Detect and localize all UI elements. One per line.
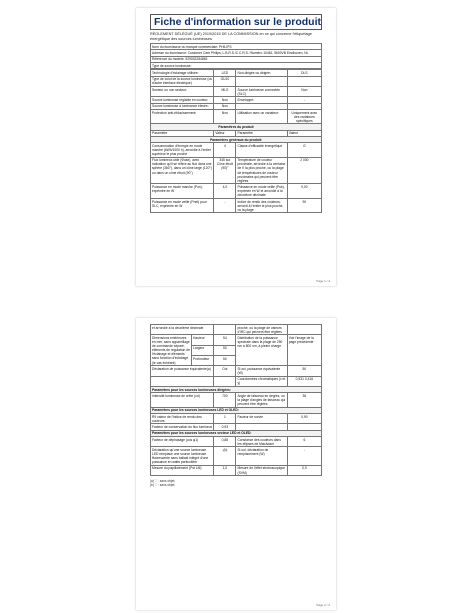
- parameter-value: -: [287, 447, 321, 466]
- parameter-label: Utilisation avec un variateur:: [236, 109, 287, 123]
- table-row: [151, 198, 322, 212]
- parameter-value: 0,93: [214, 424, 236, 430]
- dimension-value: 54: [214, 335, 236, 345]
- parameter-label: Indice de rendu des couleurs, arrondi à l'entier le plus proche, ou la plage: [236, 198, 287, 212]
- column-header: Paramètre: [236, 130, 287, 136]
- parameter-value: 0,00: [287, 184, 321, 198]
- parameter-value: 6: [287, 436, 321, 446]
- parameter-value: 4: [214, 143, 236, 157]
- document-page-2: [136, 318, 336, 610]
- page-number: Page 2 / 2: [316, 603, 330, 607]
- column-header: Valeur: [287, 130, 321, 136]
- table-row: [151, 325, 322, 335]
- table-row: [151, 366, 322, 376]
- supplier-info-table: [150, 43, 322, 69]
- footnote: (a) '-' : sans objet;: [150, 479, 176, 484]
- parameter-label: Facteur de survie: [236, 414, 287, 424]
- dimension-value: 50: [214, 345, 236, 355]
- parameter-value: G: [287, 143, 321, 157]
- dimensions-label: Dimensions extérieures en mm, sans appareillage de commande séparé, éléments de régulation de l'éclairage et éléments sans fonction d'éclairage (le cas échéant): [152, 335, 190, 365]
- general-parameters-header: Paramètres généraux du produit:: [151, 136, 322, 142]
- table-row: [151, 143, 322, 157]
- parameter-value: Non: [214, 109, 236, 123]
- parameter-label: Protection anti-éblouissement:: [151, 109, 214, 123]
- mains-led-parameters-header: Paramètres pour les sources lumineuses secteur LED et OLED:: [151, 430, 322, 436]
- dimension-name: Hauteur: [192, 335, 214, 345]
- parameters-table-continued: [150, 324, 322, 476]
- regulation-reference: RÈGLEMENT DÉLÉGUÉ (UE) 2019/2015 DE LA COMMISSION en ce qui concerne l'étiquetage énergétique des sources lumineuses: [150, 32, 312, 41]
- parameter-label: [151, 376, 214, 386]
- parameter-label: Source lumineuse à luminance élevée:: [151, 103, 214, 109]
- parameter-label: Angle de faisceau en degrés, ou la plage d'angles de faisceau qui peuvent être réglées: [236, 393, 287, 407]
- parameter-label: Si oui, déclaration de remplacement (W): [236, 447, 287, 466]
- parameter-label: Mesure du papillotement (Pst LM): [151, 465, 214, 475]
- column-header: Valeur: [214, 130, 236, 136]
- parameter-value: -(b): [214, 447, 236, 466]
- parameter-value: MLS: [214, 86, 236, 96]
- table-row: [151, 447, 322, 466]
- parameter-value: 2 000: [287, 157, 321, 184]
- parameter-label: Enveloppe:: [236, 97, 287, 103]
- document-page-1: [136, 8, 336, 286]
- parameter-label: Température de couleur proximale, arrondie à la centaine de K la plus proche, ou la plage de températures de couleur proximales qui peuvent être réglées: [237, 158, 286, 183]
- parameter-value: LED: [214, 70, 236, 76]
- parameter-label: Mesure de l'effet stroboscopique (SVM): [236, 465, 287, 475]
- document-title: Fiche d'information sur le produit: [150, 14, 322, 30]
- dimension-name: Profondeur: [192, 355, 214, 365]
- parameter-value: [214, 325, 236, 335]
- parameter-label: R9 valeur de l'indice de rendu des couleurs: [151, 414, 214, 424]
- parameter-value: [287, 76, 321, 86]
- parameter-label: Consommation d'énergie en mode marche (kWh/1000 h), arrondie à l'entier supérieur le plus proche: [151, 143, 214, 157]
- parameter-value: 36: [287, 393, 321, 407]
- table-row: [151, 436, 322, 446]
- parameter-label: Type de culot de la source lumineuse (ou d'autre interface électrique): [152, 77, 213, 86]
- parameter-label: Puissance en mode veille (Pnet) pour SLC, exprimée en W: [151, 198, 214, 212]
- footnote: (b) '-' : sans objet;: [150, 483, 176, 488]
- parameter-label: et arrondie à la deuxième décimale: [151, 325, 214, 335]
- parameter-label: Secteur ou non secteur:: [151, 86, 214, 96]
- parameter-label: Source lumineuse réglable en couleur:: [151, 97, 214, 103]
- supplier-name: Nom du fournisseur ou marque commerciale: PHILIPS: [151, 44, 322, 50]
- supplier-address: Adresse du fournisseur: Customer Care Philips, L.B.R.S./C.C.R.S. /Numéro 10461, 5600VB Eindhoven, NL: [151, 50, 322, 56]
- parameter-value: [214, 376, 236, 386]
- table-row: [151, 76, 322, 86]
- parameter-value: 0,9: [287, 465, 321, 475]
- parameter-label: Coordonnées chromatiques (x et y): [237, 377, 286, 386]
- parameter-label: Déclaration de puissance équivalente(a): [151, 366, 214, 376]
- spectral-distribution-value: Voir l'image de la page précédente: [287, 335, 321, 366]
- parameter-value: Non: [214, 97, 236, 103]
- parameter-label: Déclaration qu'une source lumineuse LED remplace une source lumineuse fluorescente sans ballast intégré d'une puissance en watts particulière: [151, 447, 214, 466]
- parameter-label: Non-dirigée ou dirigée:: [236, 70, 287, 76]
- product-parameters-header: Paramètres du produit: [151, 124, 322, 130]
- parameter-label: Intensité lumineuse de crête (cd): [151, 393, 214, 407]
- parameter-value: 345 sur Cône étroit (90)°: [214, 157, 236, 184]
- table-row: [151, 184, 322, 198]
- parameter-label: Constance des couleurs dans les ellipses de MacAdam: [236, 436, 287, 446]
- parameter-value: 0,531 0,416: [287, 376, 321, 386]
- parameter-label: Puissance en mode marche (Pon), exprimée en W: [151, 184, 214, 198]
- parameter-value: -: [214, 198, 236, 212]
- parameter-value: 4,0: [214, 184, 236, 198]
- parameter-value: 0,88: [214, 436, 236, 446]
- dimension-value: 50: [214, 355, 236, 365]
- parameter-value: -: [287, 97, 321, 103]
- parameter-label: Source lumineuse connectée (SLC): [236, 86, 287, 96]
- parameter-label: Facteur de déphasage (cos φ1): [151, 436, 214, 446]
- table-row: [151, 414, 322, 424]
- parameter-value: 1,0: [214, 465, 236, 475]
- parameter-value: GU10: [214, 76, 236, 86]
- parameter-value: 90: [287, 198, 321, 212]
- parameter-value: Oui: [214, 366, 236, 376]
- column-header: Paramètre: [151, 130, 214, 136]
- dimension-name: Largeur: [192, 345, 214, 355]
- parameter-value: DLS: [287, 70, 321, 76]
- table-row: [151, 109, 322, 123]
- parameter-value: 700: [214, 393, 236, 407]
- parameter-value: Non: [287, 86, 321, 96]
- table-row: [151, 465, 322, 475]
- table-row: [151, 157, 322, 184]
- parameter-label: [236, 76, 287, 86]
- model-reference: Référence du modèle: 929002284863: [151, 56, 322, 62]
- parameter-label: Si oui, puissance équivalente (W): [236, 366, 287, 376]
- led-parameters-header: Paramètres pour les sources lumineuses LED et OLED:: [151, 407, 322, 413]
- parameter-label: Puissance en mode veille (Psb), exprimée en W et arrondie à la deuxième décimale: [236, 184, 287, 198]
- parameter-value: Non: [214, 103, 236, 109]
- parameter-label: Technologie d'éclairage utilisée:: [151, 70, 214, 76]
- parameter-value: 1: [214, 414, 236, 424]
- page-number: Page 1 / 2: [316, 279, 330, 283]
- parameter-label: Facteur de conservation du flux lumineux: [152, 424, 213, 429]
- parameter-label: proche, ou la plage de valeurs d'IRC qui peuvent être réglées: [236, 325, 287, 335]
- parameter-value: Uniquement avec des variateurs spécifiques: [287, 109, 321, 123]
- parameter-value: 50: [287, 366, 321, 376]
- footnotes: [150, 479, 322, 487]
- parameter-value: 0,90: [287, 414, 321, 424]
- parameter-label: Classe d'efficacité énergétique: [236, 143, 287, 157]
- spectral-distribution-label: Distribution de la puissance spectrale dans la plage de 250 nm à 800 nm, à pleine charge: [236, 335, 287, 366]
- parameter-value: [287, 325, 321, 335]
- table-row: [151, 376, 322, 386]
- parameter-label: Flux lumineux utile (Φuse), avec indication qu'il se réfère au flux dans une sphère (360°), dans un cône large (120°) ou dans un cône étroit (90°): [151, 157, 214, 184]
- directional-parameters-header: Paramètres pour les sources lumineuses dirigées:: [151, 386, 322, 392]
- table-row: [151, 86, 322, 96]
- light-source-type-header: Type de source lumineuse:: [151, 63, 322, 69]
- table-row: [151, 393, 322, 407]
- light-source-type-table: [150, 69, 322, 213]
